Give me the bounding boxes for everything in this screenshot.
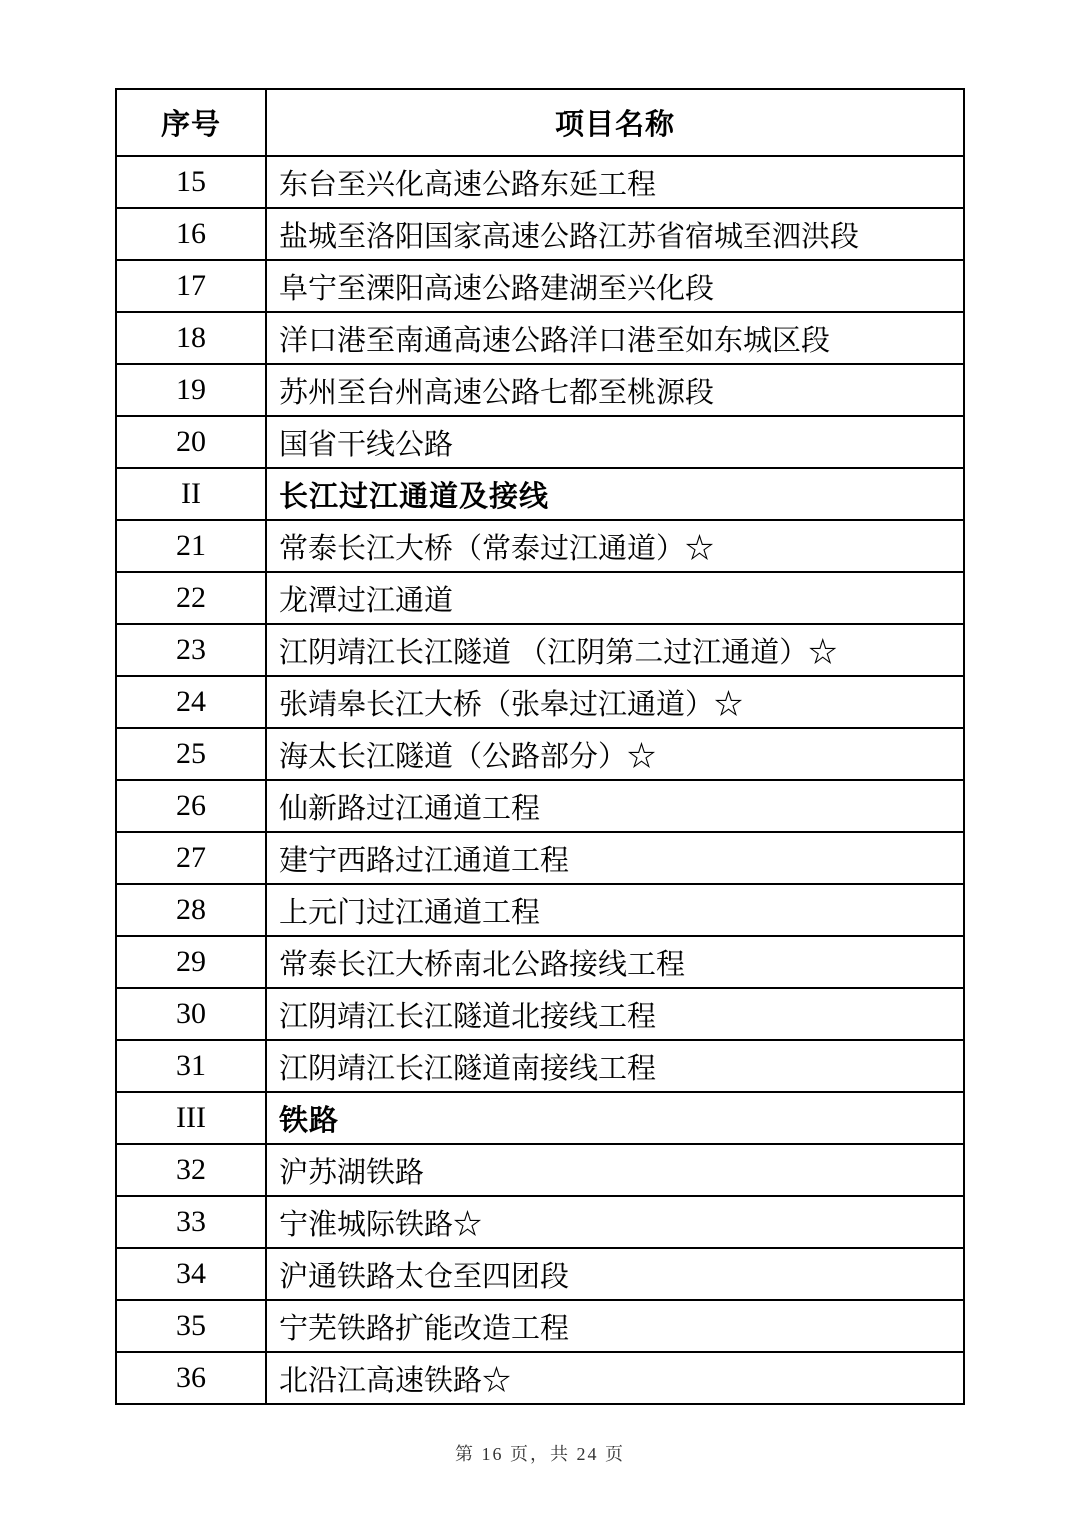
serial-number-cell: 20 [116, 416, 266, 468]
serial-number-cell: 28 [116, 884, 266, 936]
table-row [116, 312, 964, 364]
project-name-cell: 沪苏湖铁路 [266, 1144, 964, 1196]
serial-number-cell: 27 [116, 832, 266, 884]
table-row [116, 988, 964, 1040]
project-name-cell: 长江过江通道及接线 [266, 468, 964, 520]
serial-number-cell: 26 [116, 780, 266, 832]
project-name-cell: 龙潭过江通道 [266, 572, 964, 624]
table-row [116, 1300, 964, 1352]
project-name-cell: 北沿江高速铁路☆ [266, 1352, 964, 1404]
serial-number-cell: 18 [116, 312, 266, 364]
project-name-cell: 常泰长江大桥（常泰过江通道）☆ [266, 520, 964, 572]
serial-number-cell: 31 [116, 1040, 266, 1092]
section-header-row [116, 1092, 964, 1144]
table-row [116, 260, 964, 312]
table-row [116, 416, 964, 468]
project-table [115, 88, 965, 1405]
table-row [116, 936, 964, 988]
header-project-name: 项目名称 [266, 89, 964, 156]
serial-number-cell: 24 [116, 676, 266, 728]
serial-number-cell: 33 [116, 1196, 266, 1248]
table-row [116, 520, 964, 572]
table-row [116, 1352, 964, 1404]
table-body [116, 156, 964, 1404]
table-row [116, 1196, 964, 1248]
serial-number-cell: 29 [116, 936, 266, 988]
table-row [116, 1248, 964, 1300]
serial-number-cell: 25 [116, 728, 266, 780]
table-row [116, 156, 964, 208]
table-row [116, 676, 964, 728]
serial-number-cell: 19 [116, 364, 266, 416]
serial-number-cell: 17 [116, 260, 266, 312]
project-name-cell: 张靖皋长江大桥（张皋过江通道）☆ [266, 676, 964, 728]
project-name-cell: 阜宁至溧阳高速公路建湖至兴化段 [266, 260, 964, 312]
table-row [116, 884, 964, 936]
project-name-cell: 国省干线公路 [266, 416, 964, 468]
table-row [116, 728, 964, 780]
project-name-cell: 海太长江隧道（公路部分）☆ [266, 728, 964, 780]
serial-number-cell: 16 [116, 208, 266, 260]
serial-number-cell: 36 [116, 1352, 266, 1404]
serial-number-cell: 23 [116, 624, 266, 676]
project-name-cell: 江阴靖江长江隧道南接线工程 [266, 1040, 964, 1092]
project-name-cell: 铁路 [266, 1092, 964, 1144]
header-serial-number: 序号 [116, 89, 266, 156]
project-name-cell: 上元门过江通道工程 [266, 884, 964, 936]
section-header-row [116, 468, 964, 520]
serial-number-cell: 35 [116, 1300, 266, 1352]
serial-number-cell: 34 [116, 1248, 266, 1300]
project-name-cell: 洋口港至南通高速公路洋口港至如东城区段 [266, 312, 964, 364]
serial-number-cell: 21 [116, 520, 266, 572]
serial-number-cell: 30 [116, 988, 266, 1040]
table-row [116, 364, 964, 416]
project-name-cell: 仙新路过江通道工程 [266, 780, 964, 832]
serial-number-cell: II [116, 468, 266, 520]
project-name-cell: 东台至兴化高速公路东延工程 [266, 156, 964, 208]
table-row [116, 1144, 964, 1196]
table-row [116, 832, 964, 884]
project-name-cell: 苏州至台州高速公路七都至桃源段 [266, 364, 964, 416]
project-name-cell: 沪通铁路太仓至四团段 [266, 1248, 964, 1300]
table-row [116, 1040, 964, 1092]
table-row [116, 572, 964, 624]
table-row [116, 624, 964, 676]
serial-number-cell: 15 [116, 156, 266, 208]
project-name-cell: 江阴靖江长江隧道 （江阴第二过江通道）☆ [266, 624, 964, 676]
table-row [116, 208, 964, 260]
table-row [116, 780, 964, 832]
project-name-cell: 盐城至洛阳国家高速公路江苏省宿城至泗洪段 [266, 208, 964, 260]
serial-number-cell: III [116, 1092, 266, 1144]
table-header-row [116, 89, 964, 156]
project-name-cell: 建宁西路过江通道工程 [266, 832, 964, 884]
project-name-cell: 宁淮城际铁路☆ [266, 1196, 964, 1248]
project-name-cell: 江阴靖江长江隧道北接线工程 [266, 988, 964, 1040]
page-number-footer: 第 16 页，共 24 页 [455, 1444, 625, 1464]
serial-number-cell: 22 [116, 572, 266, 624]
serial-number-cell: 32 [116, 1144, 266, 1196]
project-name-cell: 宁芜铁路扩能改造工程 [266, 1300, 964, 1352]
project-name-cell: 常泰长江大桥南北公路接线工程 [266, 936, 964, 988]
